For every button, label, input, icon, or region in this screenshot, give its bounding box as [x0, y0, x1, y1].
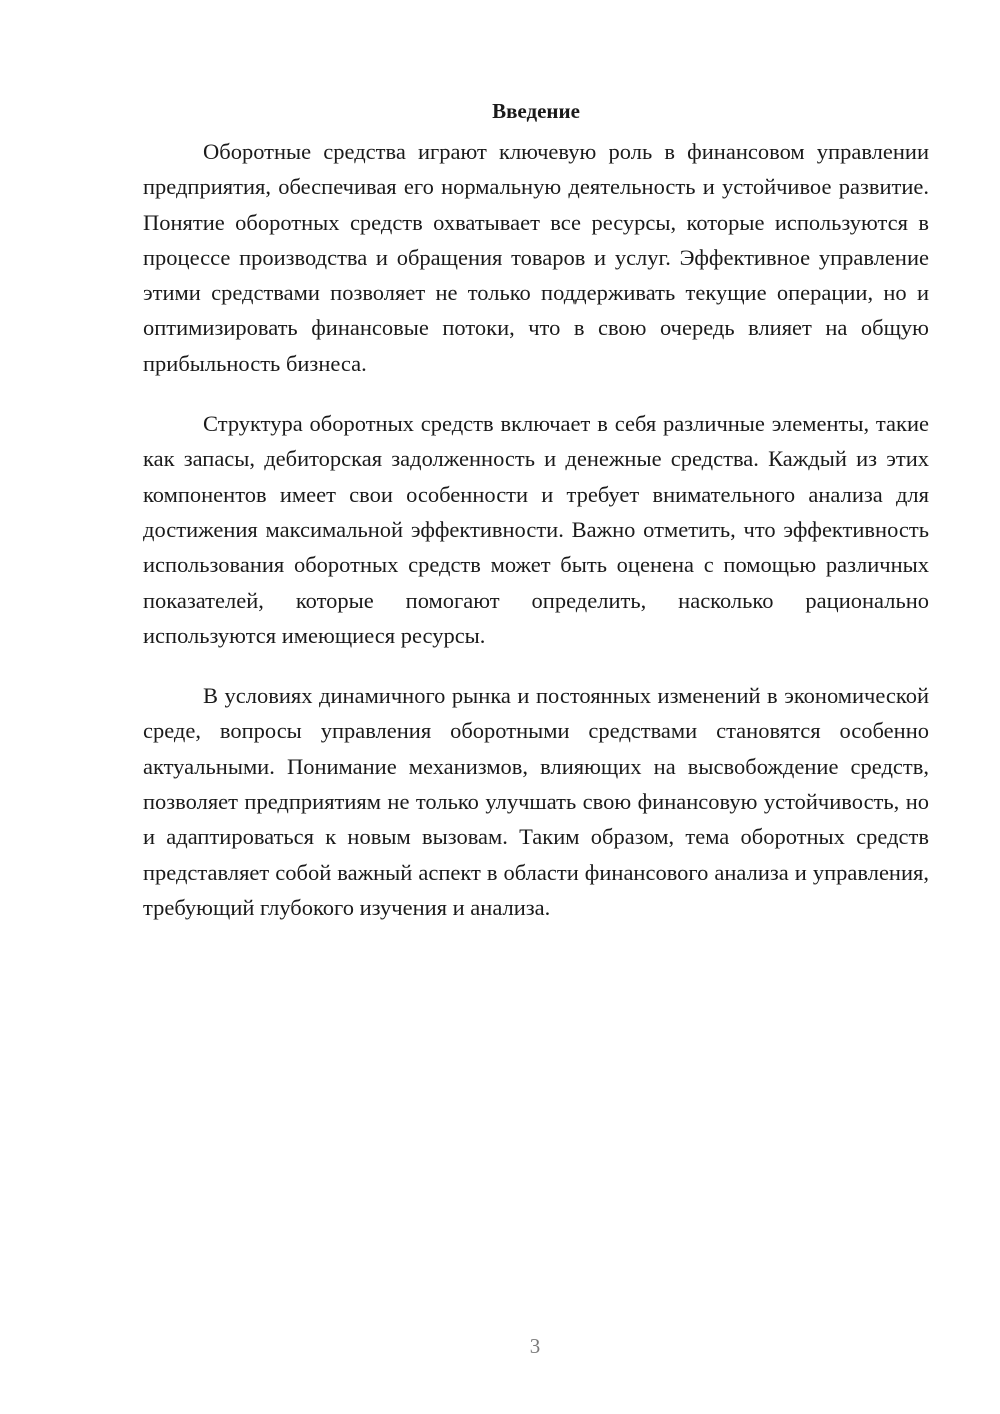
paragraph-2: Структура оборотных средств включает в себя различные элементы, такие как запасы, дебиторская задолженность и денежные средства. Каждый из этих компонентов имеет свои особенности и требует внимательного анализа для достижения максимальной эффективности. Важно отметить, что эффективность использования оборотных средств может быть оценена с помощью различных показателей, которые помогают определить, насколько рационально используются имеющиеся ресурсы. — [143, 411, 929, 648]
paragraph-3: В условиях динамичного рынка и постоянных изменений в экономической среде, вопросы управления оборотными средствами становятся особенно актуальными. Понимание механизмов, влияющих на высвобождение средств, позволяет предприятиям не только улучшать свою финансовую устойчивость, но и адаптироваться к новым вызовам. Таким образом, тема оборотных средств представляет собой важный аспект в области финансового анализа и управления, требующий глубокого изучения и анализа. — [143, 683, 929, 920]
page-number: 3 — [529, 1334, 541, 1358]
section-heading: Введение — [492, 99, 580, 123]
page-content — [143, 96, 929, 925]
paragraph-1: Оборотные средства играют ключевую роль в финансовом управлении предприятия, обеспечивая его нормальную деятельность и устойчивое развитие. Понятие оборотных средств охватывает все ресурсы, которые используются в процессе производства и обращения товаров и услуг. Эффективное управление этими средствами позволяет не только поддерживать текущие операции, но и оптимизировать финансовые потоки, что в свою очередь влияет на общую прибыльность бизнеса. — [143, 139, 929, 376]
